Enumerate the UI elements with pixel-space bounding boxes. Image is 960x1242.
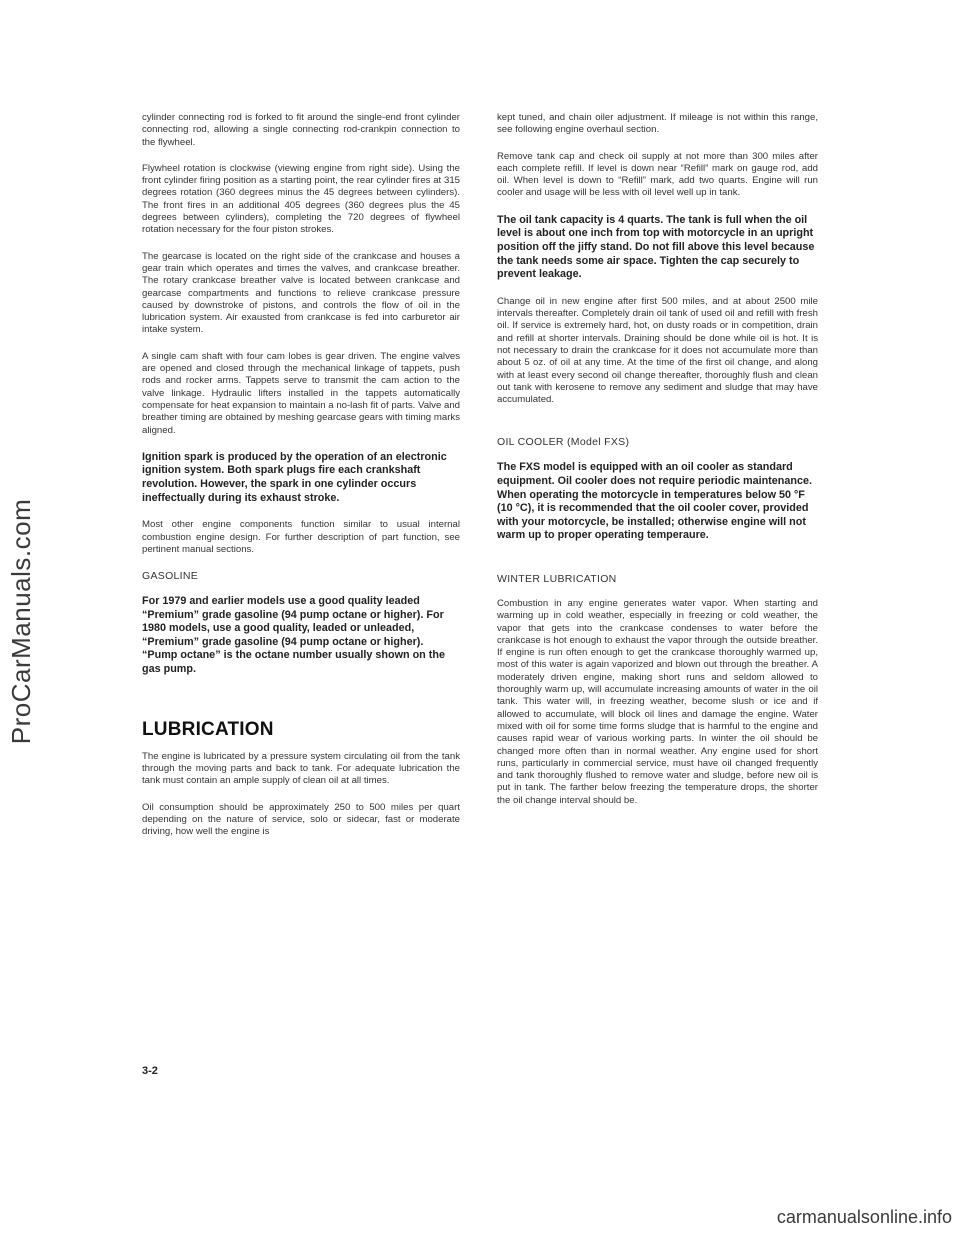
paragraph-bold: The FXS model is equipped with an oil cooler as standard equipment. Oil cooler does not require periodic maintenance. When operating the motorcycle in temperatures below 50 °F (10 °C), it is recommended that the oil cooler cover, provided with your motorcycle, be installed; otherwise engine will not warm up to proper operating temperaure.	[497, 461, 812, 542]
paragraph: The gearcase is located on the right side of the crankcase and houses a gear train which operates and times the valves, and crankcase breather. The rotary crankcase breather valve is located between crankcase and gearcase compartments and functions to relieve crankcase pressure caused by downstroke of pistons, and controls the flow of oil in the lubrication system. Air exausted from crankcase is fed into carburetor air intake system.	[142, 250, 460, 336]
paragraph: A single cam shaft with four cam lobes is gear driven. The engine valves are opened and closed through the mechanical linkage of tappets, push rods and rocker arms. Tappets serve to transmit the cam action to the valve linkage. Hydraulic lifters installed in the tappets automatically compensate for heat expansion to maintain a no-lash fit of parts. Valve and breather timing are obtained by meshing gearcase gears with timing marks aligned.	[142, 350, 460, 436]
paragraph: Most other engine components function similar to usual internal combustion engine design. For further description of part function, see pertinent manual sections.	[142, 519, 460, 555]
left-column	[142, 112, 460, 852]
paragraph-bold: For 1979 and earlier models use a good quality leaded “Premium” grade gasoline (94 pump octane or higher). For 1980 models, use a good quality, leaded or unleaded, “Premium” grade gasoline (94 pump octane or higher). “Pump octane” is the octane number usually shown on the gas pump.	[142, 595, 445, 676]
paragraph-bold: The oil tank capacity is 4 quarts. The tank is full when the oil level is about one inch from top with motorcycle in an upright position off the jiffy stand. Do not fill above this level because the tank needs some air space. Tighten the cap securely to prevent leakage.	[497, 213, 815, 281]
paragraph-bold: Ignition spark is produced by the operation of an electronic ignition system. Both spark plugs fire each crankshaft revolution. However, the spark in one cylinder occurs ineffectually during its exhaust stroke.	[142, 450, 447, 504]
footer-watermark: carmanualsonline.info	[776, 1207, 952, 1227]
paragraph: Combustion in any engine generates water vapor. When starting and warming up in cold weather, especially in freezing or cold weather, the vapor that gets into the crankcase condenses to water before the crankcase is hot enough to exhaust the vapor through the outside breather. If engine is run often enough to get the crankcase thoroughly warmed up, most of this water is again vaporized and blown out through the breather. A moderately driven engine, making short runs and seldom allowed to thoroughly warm up, will accumulate increasing amounts of water in the oil tank. This water will, in freezing weather, become slush or ice and if allowed to accumulate, will block oil lines and damage the engine. Water mixed with oil for some time forms sludge that is harmful to the engine and causes rapid wear of various working parts. In winter the oil should be changed more often than in normal weather. Any engine used for short runs, particularly in commercial service, must have oil changed frequently and tank thoroughly flushed to remove water and sludge, before new oil is put in tank. The farther below freezing the temperature drops, the shorter the oil change interval should be.	[497, 597, 818, 806]
section-heading: OIL COOLER (Model FXS)	[497, 436, 630, 449]
section-title: LUBRICATION	[142, 718, 274, 740]
paragraph: Change oil in new engine after first 500 miles, and at about 2500 mile intervals thereafter. Completely drain oil tank of used oil and refill with fresh oil. If service is extremely hard, hot, on dusty roads or in competition, drain and refill at shorter intervals. Draining should be done while oil is hot. It is not necessary to drain the crankcase for it does not accumulate more than about 5 oz. of oil at any time. At the time of the first oil change, and along with at least every second oil change thereafter, thoroughly flush and clean out tank with kerosene to remove any sediment and sludge that may have accumulated.	[497, 295, 818, 406]
section-heading: GASOLINE	[142, 570, 199, 583]
paragraph: cylinder connecting rod is forked to fit around the single-end front cylinder connecting rod, allowing a single connecting rod-crankpin connection to the flywheel.	[142, 112, 460, 148]
side-watermark	[4, 0, 40, 1242]
paragraph: Remove tank cap and check oil supply at not more than 300 miles after each complete refill. If level is down near “Refill” mark on gauge rod, add oil. When level is down to “Refill” mark, add two quarts. Engine will run cooler and usage will be less with oil level well up in tank.	[497, 150, 818, 199]
right-column	[497, 112, 818, 821]
paragraph: The engine is lubricated by a pressure system circulating oil from the tank through the moving parts and back to tank. For adequate lubrication the tank must contain an ample supply of clean oil at all times.	[142, 750, 460, 787]
paragraph: Flywheel rotation is clockwise (viewing engine from right side). Using the front cylinder firing position as a starting point, the rear cylinder fires at 315 degrees rotation (360 degrees minus the 45 degrees between cylinders). The front fires in an additional 405 degrees (360 degrees plus the 45 degrees between cylinders), completing the 720 degrees of flywheel rotation necessary for the four piston strokes.	[142, 162, 460, 236]
paragraph: Oil consumption should be approximately 250 to 500 miles per quart depending on the nature of service, solo or sidecar, fast or moderate driving, how well the engine is	[142, 801, 460, 838]
side-watermark-text: ProCarManuals.com	[6, 498, 37, 744]
page-number: 3-2	[142, 1065, 158, 1077]
paragraph: kept tuned, and chain oiler adjustment. If mileage is not within this range, see following engine overhaul section.	[497, 112, 818, 136]
section-heading: WINTER LUBRICATION	[497, 572, 617, 585]
